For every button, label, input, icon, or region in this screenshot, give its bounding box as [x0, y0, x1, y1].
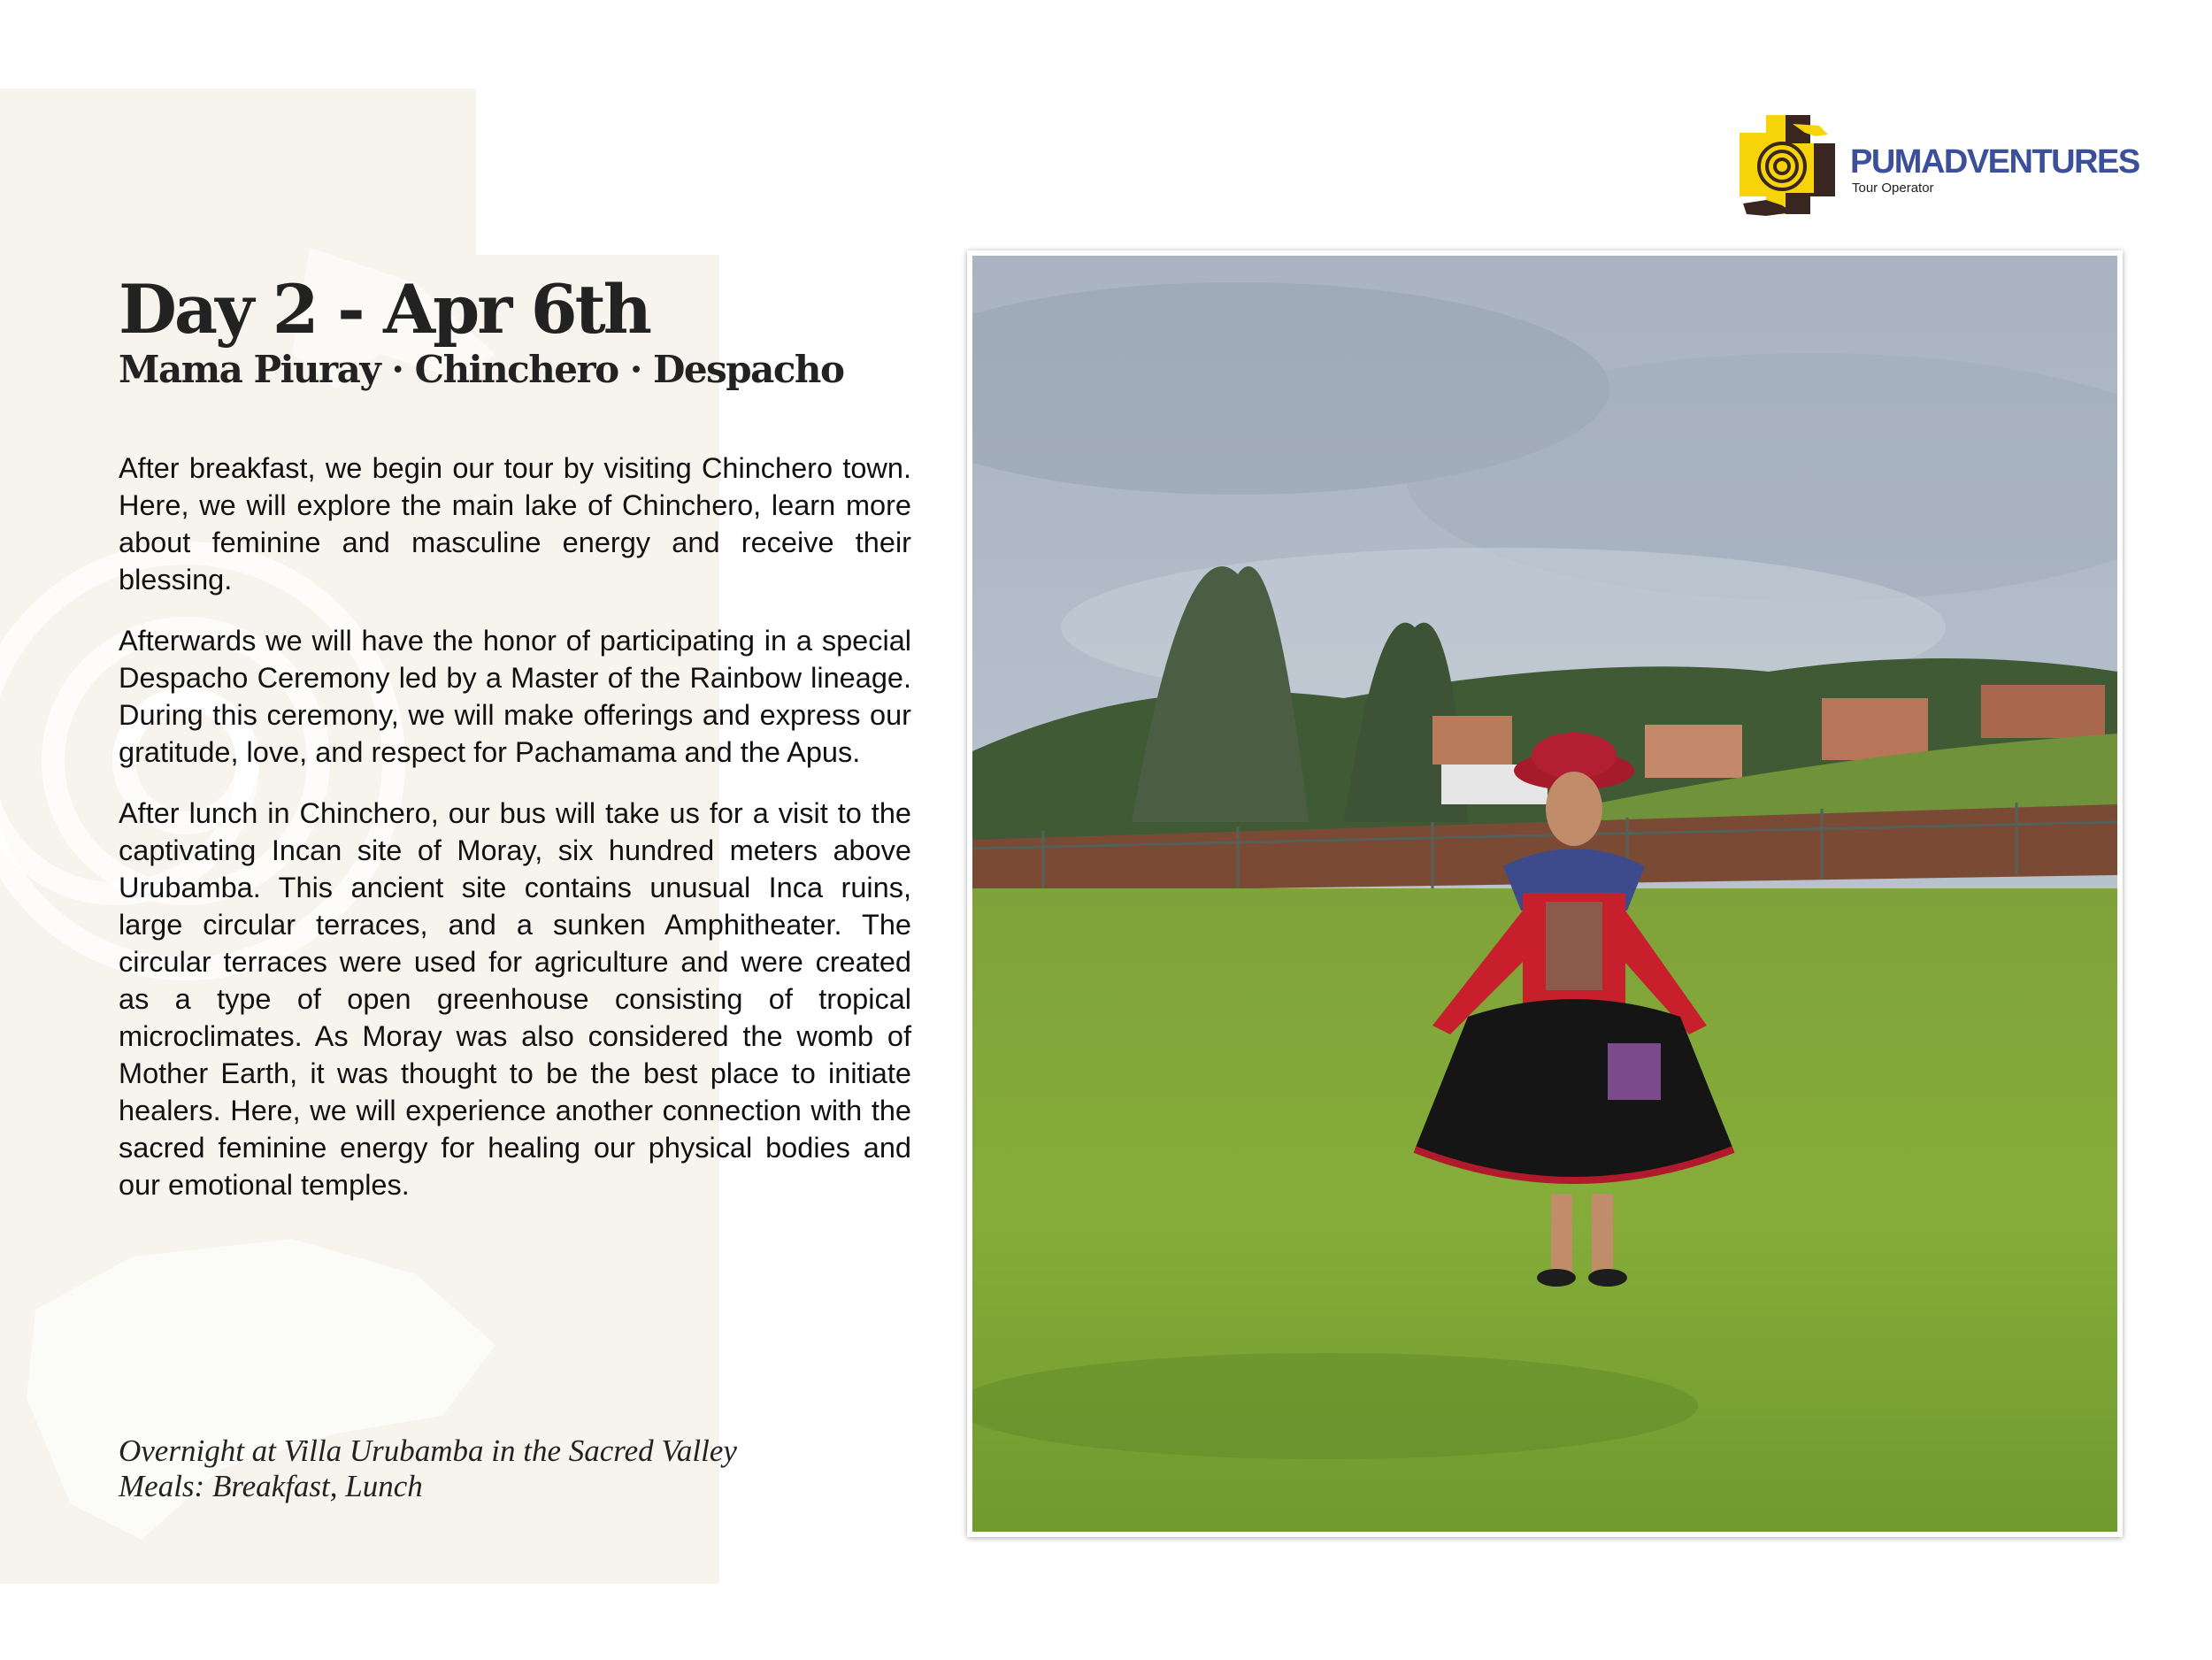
meals-text: Meals: Breakfast, Lunch [119, 1469, 423, 1503]
accommodation-note [119, 1433, 737, 1504]
company-logo [1731, 108, 2139, 221]
photo-woman-traditional-dress [972, 256, 2117, 1532]
logo-tagline: Tour Operator [1852, 181, 1934, 196]
page-title: Day 2 - Apr 6th [119, 270, 649, 349]
logo-name: PUMADVENTURES [1850, 143, 2139, 181]
photo-frame [967, 250, 2123, 1537]
itinerary-description [119, 450, 911, 1227]
page-subtitle: Mama Piuray · Chinchero · Despacho [119, 348, 844, 391]
paragraph: Afterwards we will have the honor of participating in a special Despacho Ceremony led by a Master of the Rainbow lineage. During this ceremony, we will make offerings and express our gratitude, love, and respect for Pachamama and the Apus. [119, 625, 911, 768]
overnight-text: Overnight at Villa Urubamba in the Sacred Valley [119, 1433, 737, 1468]
paragraph: After lunch in Chinchero, our bus will take us for a visit to the captivating Incan site of Moray, six hundred meters above Urubamba. This ancient site contains unusual Inca ruins, large circular terraces, and a sunken Amphitheater. The circular terraces were used for agriculture and were created as a type of open greenhouse consisting of tropical microclimates. As Moray was also considered the womb of Mother Earth, it was thought to be the best place to initiate healers. Here, we will experience another connection with the sacred feminine energy for healing our physical bodies and our emotional temples. [119, 797, 911, 1201]
paragraph: After breakfast, we begin our tour by visiting Chinchero town. Here, we will explore the main lake of Chinchero, learn more about feminine and masculine energy and receive their blessing. [119, 452, 911, 596]
puma-spiral-icon [1731, 108, 1847, 221]
